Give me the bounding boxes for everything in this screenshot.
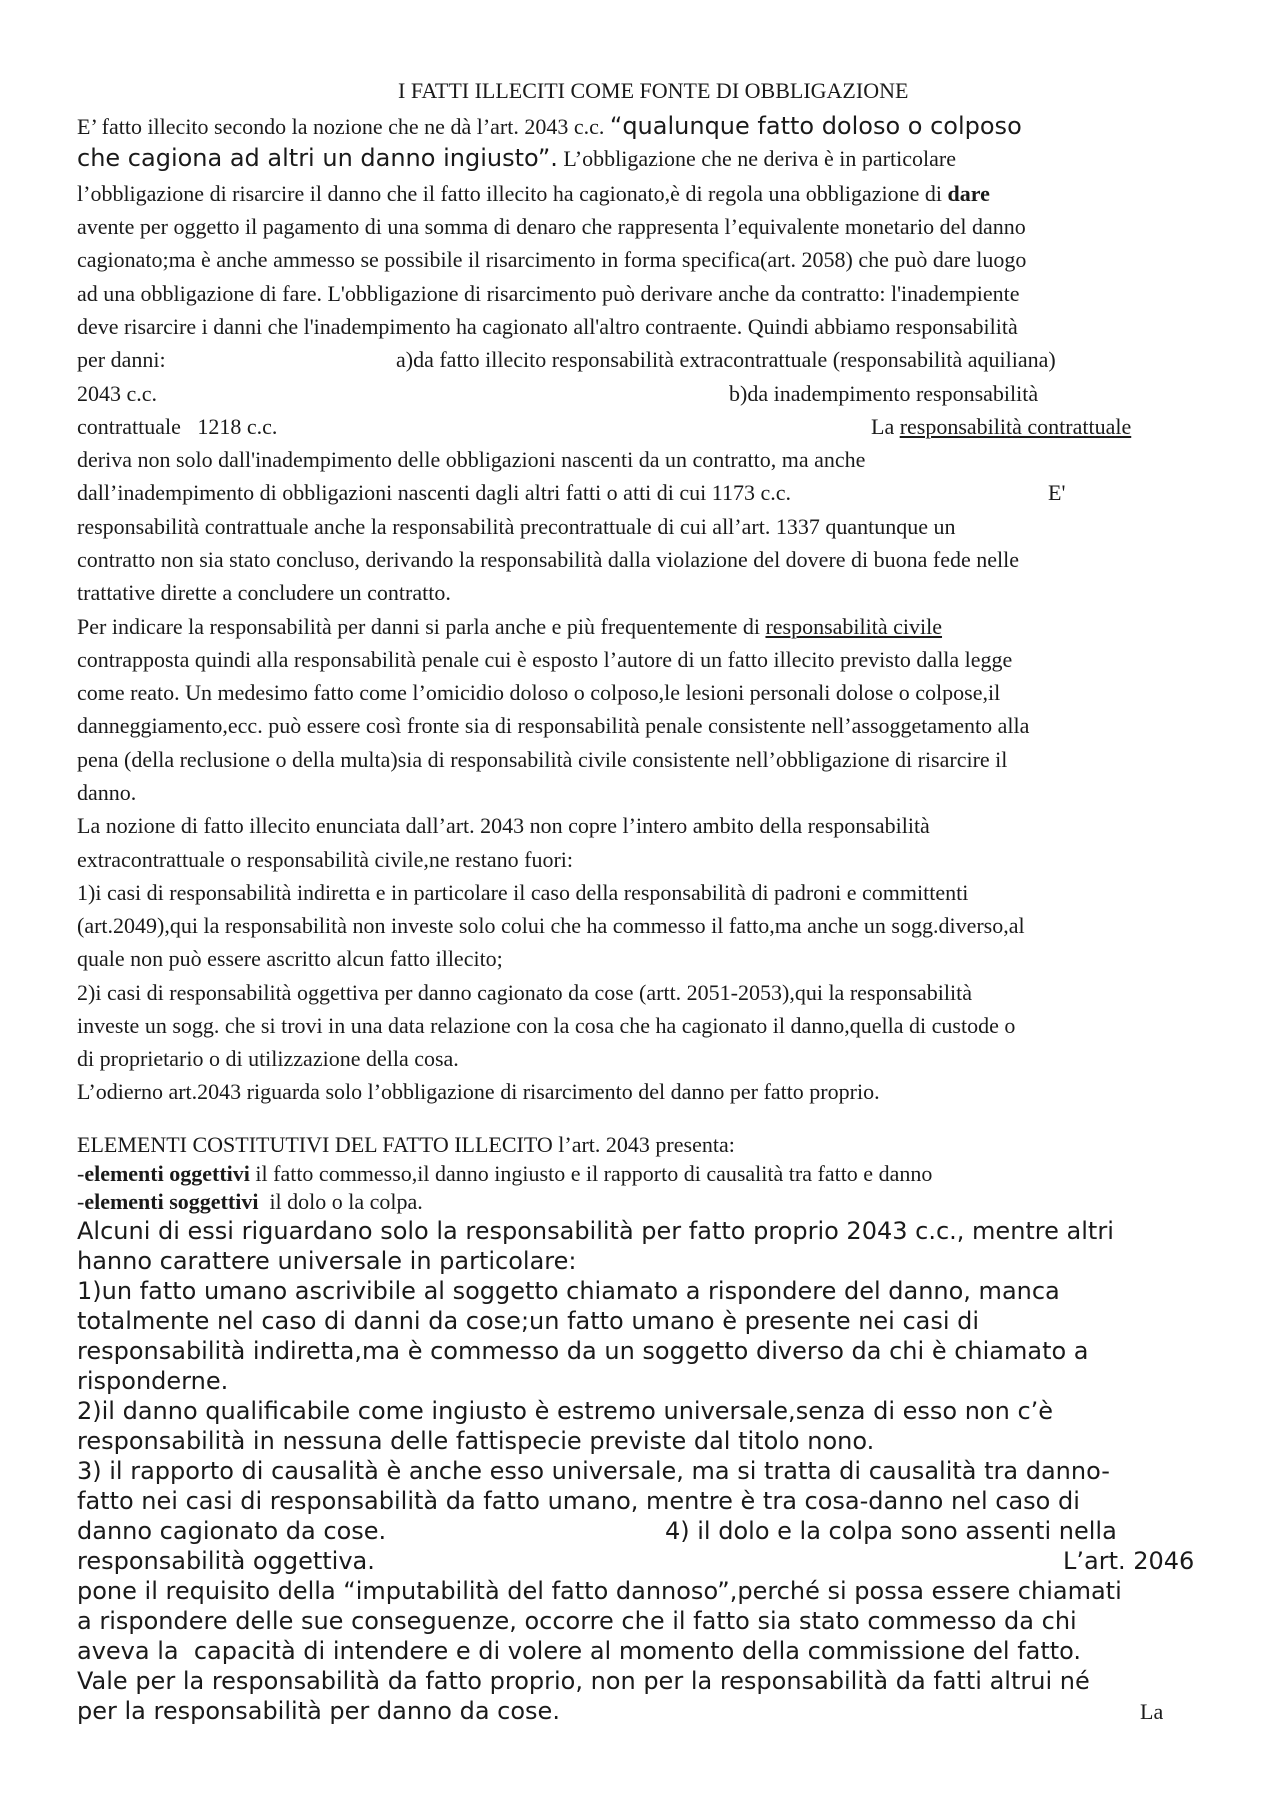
quoted-definition: “qualunque fatto doloso o colposo: [609, 112, 1022, 140]
paragraph-line: avente per oggetto il pagamento di una somma di denaro che rappresenta l’equivalente monetario del danno: [77, 214, 1026, 239]
paragraph-line: pone il requisito della “imputabilità del fatto dannoso”,perché si possa essere chiamati: [77, 1577, 1122, 1605]
paragraph-line: aveva la capacità di intendere e di volere al momento della commissione del fatto.: [77, 1637, 1082, 1665]
quoted-definition: che cagiona ad altri un danno ingiusto”.: [77, 144, 558, 172]
paragraph-line: Alcuni di essi riguardano solo la responsabilità per fatto proprio 2043 c.c., mentre altri: [77, 1217, 1114, 1245]
bold-term: elementi oggettivi: [84, 1161, 250, 1186]
paragraph-line: quale non può essere ascritto alcun fatto illecito;: [77, 946, 503, 971]
paragraph-line: contratto non sia stato concluso, derivando la responsabilità dalla violazione del dovere di buona fede nelle: [77, 547, 1020, 572]
paragraph-line: danno.: [77, 780, 137, 805]
paragraph-line: 2)il danno qualificabile come ingiusto è estremo universale,senza di esso non c’è: [77, 1397, 1054, 1425]
section-heading: ELEMENTI COSTITUTIVI DEL FATTO ILLECITO l’art. 2043 presenta:: [77, 1132, 735, 1157]
paragraph-line: che cagiona ad altri un danno ingiusto”. L’obbligazione che ne deriva è in particolare: [77, 144, 956, 172]
paragraph-line: 2)i casi di responsabilità oggettiva per danno cagionato da cose (artt. 2051-2053),qui la responsabilità: [77, 980, 973, 1005]
paragraph-line: responsabilità in nessuna delle fattispecie previste dal titolo nono.: [77, 1427, 875, 1455]
paragraph-line: contrapposta quindi alla responsabilità penale cui è esposto l’autore di un fatto illecito previsto dalla legge: [77, 647, 1013, 672]
paragraph-line: per la responsabilità per danno da cose. La: [77, 1697, 1164, 1725]
paragraph-line: -elementi soggettivi il dolo o la colpa.: [77, 1189, 423, 1214]
paragraph-line: totalmente nel caso di danni da cose;un fatto umano è presente nei casi di: [77, 1307, 980, 1335]
paragraph-line: come reato. Un medesimo fatto come l’omicidio doloso o colposo,le lesioni personali dolose o colpose,il: [77, 680, 1001, 705]
paragraph-line: 1)i casi di responsabilità indiretta e in particolare il caso della responsabilità di padroni e committenti: [77, 880, 969, 905]
paragraph-line: risponderne.: [77, 1367, 229, 1395]
paragraph-line: La nozione di fatto illecito enunciata dall’art. 2043 non copre l’intero ambito della responsabilità: [77, 813, 930, 838]
paragraph-line: 1)un fatto umano ascrivibile al soggetto chiamato a rispondere del danno, manca: [77, 1277, 1060, 1305]
paragraph-line: danno cagionato da cose. 4) il dolo e la colpa sono assenti nella: [77, 1517, 1117, 1545]
paragraph-line: 2043 c.c. b)da inadempimento responsabilità: [77, 381, 1039, 406]
paragraph-line: di proprietario o di utilizzazione della cosa.: [77, 1046, 459, 1071]
paragraph-line: Per indicare la responsabilità per danni si parla anche e più frequentemente di responsabilità civile: [77, 614, 943, 639]
paragraph-line: responsabilità indiretta,ma è commesso da un soggetto diverso da chi è chiamato a: [77, 1337, 1089, 1365]
paragraph-line: per danni: a)da fatto illecito responsabilità extracontrattuale (responsabilità aquiliana): [77, 347, 1056, 372]
paragraph-line: a rispondere delle sue conseguenze, occorre che il fatto sia stato commesso da chi: [77, 1607, 1077, 1635]
paragraph-line: extracontrattuale o responsabilità civile,ne restano fuori:: [77, 847, 574, 872]
paragraph-line: pena (della reclusione o della multa)sia di responsabilità civile consistente nell’obbligazione di risarcire il: [77, 747, 1008, 772]
paragraph-line: hanno carattere universale in particolare:: [77, 1247, 577, 1275]
bold-term: dare: [947, 181, 990, 206]
paragraph-line: Vale per la responsabilità da fatto proprio, non per la responsabilità da fatti altrui né: [77, 1667, 1090, 1695]
paragraph-line: 3) il rapporto di causalità è anche esso universale, ma si tratta di causalità tra danno-: [77, 1457, 1110, 1485]
underlined-term: responsabilità civile: [765, 614, 943, 639]
paragraph-line: cagionato;ma è anche ammesso se possibile il risarcimento in forma specifica(art. 2058) che può dare luogo: [77, 247, 1027, 272]
paragraph-line: fatto nei casi di responsabilità da fatto umano, mentre è tra cosa-danno nel caso di: [77, 1487, 1080, 1515]
paragraph-line: danneggiamento,ecc. può essere così fronte sia di responsabilità penale consistente nell’assoggetamento alla: [77, 713, 1030, 738]
paragraph-line: responsabilità contrattuale anche la responsabilità precontrattuale di cui all’art. 1337 quantunque un: [77, 514, 956, 539]
paragraph-line: dall’inadempimento di obbligazioni nascenti dagli altri fatti o atti di cui 1173 c.c. E': [77, 480, 1066, 505]
paragraph-line: (art.2049),qui la responsabilità non investe solo colui che ha commesso il fatto,ma anche un sogg.diverso,al: [77, 913, 1025, 938]
paragraph-line: L’odierno art.2043 riguarda solo l’obbligazione di risarcimento del danno per fatto proprio.: [77, 1079, 880, 1104]
paragraph-line: E’ fatto illecito secondo la nozione che ne dà l’art. 2043 c.c. “qualunque fatto doloso o colposo: [77, 112, 1022, 140]
paragraph-line: -elementi oggettivi il fatto commesso,il danno ingiusto e il rapporto di causalità tra fatto e danno: [77, 1161, 933, 1186]
paragraph-line: ad una obbligazione di fare. L'obbligazione di risarcimento può derivare anche da contratto: l'inadempiente: [77, 281, 1020, 306]
underlined-term: responsabilità contrattuale: [899, 414, 1132, 439]
paragraph-line: deve risarcire i danni che l'inadempimento ha cagionato all'altro contraente. Quindi abbiamo responsabilità: [77, 314, 1018, 339]
page-title: I FATTI ILLECITI COME FONTE DI OBBLIGAZIONE: [398, 78, 909, 103]
bold-term: elementi soggettivi: [84, 1189, 259, 1214]
paragraph-line: investe un sogg. che si trovi in una data relazione con la cosa che ha cagionato il danno,quella di custode o: [77, 1013, 1016, 1038]
paragraph-line: trattative dirette a concludere un contratto.: [77, 580, 451, 605]
paragraph-line: responsabilità oggettiva. L’art. 2046: [77, 1547, 1195, 1575]
paragraph-line: contrattuale 1218 c.c. La responsabilità contrattuale: [77, 414, 1132, 439]
paragraph-line: l’obbligazione di risarcire il danno che il fatto illecito ha cagionato,è di regola una obbligazione di dare: [77, 181, 990, 206]
paragraph-line: deriva non solo dall'inadempimento delle obbligazioni nascenti da un contratto, ma anche: [77, 447, 866, 472]
